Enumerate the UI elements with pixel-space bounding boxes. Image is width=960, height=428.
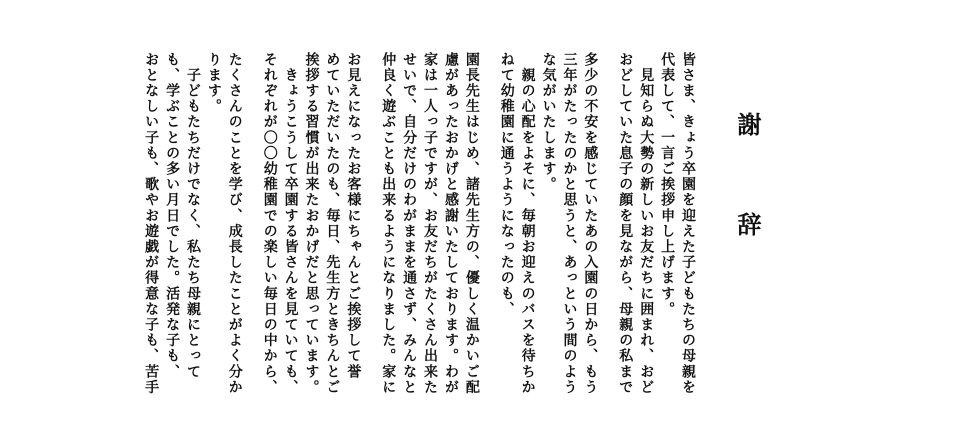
text-line: 挨拶する習慣が出来たおかげだと思っています。 [303, 52, 320, 396]
document-title: 謝 辞 [733, 112, 762, 262]
text-line: お見えになったお客様にちゃんとご挨拶して誉 [345, 52, 362, 380]
text-line: 親の心配をよそに、毎朝お迎えのバスを待ちか [519, 52, 536, 396]
text-line: 子どもたちだけでなく、私たち母親にとって [184, 52, 201, 380]
text-line: 代表して、一言ご挨拶申し上げます。 [659, 52, 676, 318]
text-line: ります。 [205, 52, 222, 115]
text-line: たくさんのことを学び、成長したことがよく分か [226, 52, 243, 396]
document-body [140, 52, 698, 396]
text-line: めていただいたのも、毎日、先生方ときちんとご [324, 52, 341, 396]
column-gap [482, 52, 496, 382]
text-line: 園長先生はじめ、諸先生方の、優しく温かいご配 [463, 52, 480, 396]
text-line: 三年がたったのかと思うと、あっという間のよう [561, 52, 578, 396]
text-line: 慮があったおかげと感謝いたしております。わが [442, 52, 459, 396]
text-line: な気がいたします。 [540, 52, 557, 193]
text-line: きょうこうして卒園する皆さんを見ていても、 [282, 52, 299, 396]
text-line: 皆さま、きょう卒園を迎えた子どもたちの母親を [680, 52, 696, 396]
column-gap [363, 52, 377, 382]
text-line: 仲良く遊ぶことも出来るようになりました。家に [380, 52, 397, 396]
text-line: せいで、自分だけのわがままを通さず、みんなと [401, 52, 418, 396]
text-line: おどしていた息子の顔を見ながら、母親の私まで [617, 52, 634, 396]
text-line: ねて幼稚園に通うようになったのも、 [498, 52, 515, 318]
text-line: 見知らぬ大勢の新しいお友だちに囲まれ、おど [638, 52, 655, 396]
text-line: も、学ぶことの多い月日でした。活発な子も、 [164, 52, 181, 380]
text-line: おとなしい子も、歌やお遊戯が得意な子も、苦手 [143, 52, 160, 396]
column-gap [245, 52, 259, 382]
text-line: それぞれが〇〇幼稚園での楽しい毎日の中から、 [261, 52, 278, 396]
text-line: 家は一人っ子ですが、お友だちがたくさん出来た [422, 52, 439, 396]
column-gap [600, 52, 614, 382]
text-line: 多少の不安を感じていたあの入園の日から、もう [582, 52, 599, 396]
